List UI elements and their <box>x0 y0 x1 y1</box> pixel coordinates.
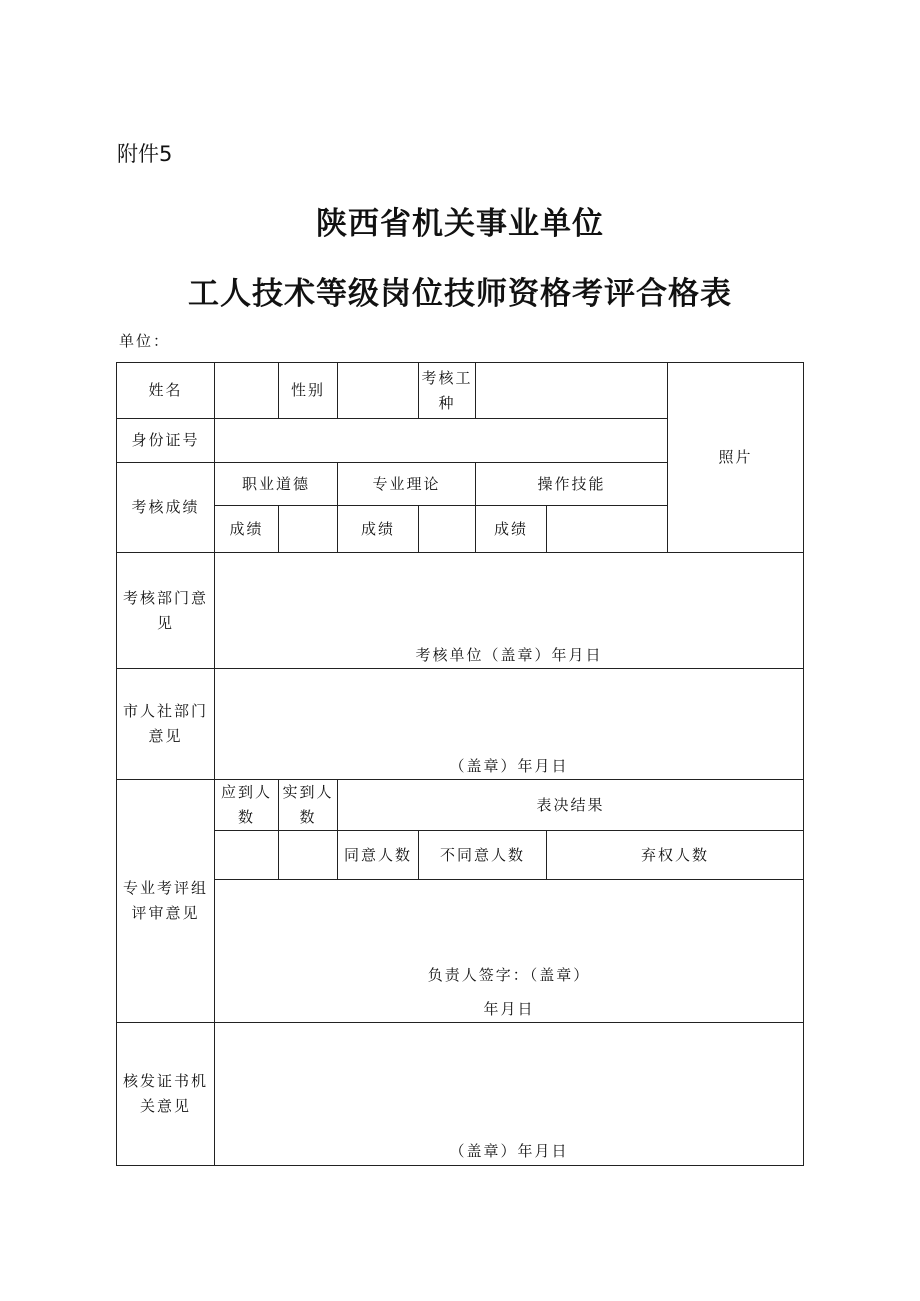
theory-score-label: 成绩 <box>338 506 419 553</box>
dept-opinion-label: 考核部门意见 <box>117 553 215 669</box>
expert-opinion-label: 专业考评组评审意见 <box>117 780 215 1023</box>
disagree-count-label: 不同意人数 <box>419 831 547 880</box>
ethics-label: 职业道德 <box>215 463 338 506</box>
expected-count-cell[interactable] <box>215 831 279 880</box>
score-section-label: 考核成绩 <box>117 463 215 553</box>
exam-type-value-cell[interactable] <box>476 363 668 419</box>
expert-sign-text: 负责人签字：（盖章） <box>427 966 591 984</box>
title-line-2: 工人技术等级岗位技师资格考评合格表 <box>188 276 732 312</box>
gender-value-cell[interactable] <box>338 363 419 419</box>
hr-opinion-label: 市人社部门意见 <box>117 669 215 780</box>
ethics-score-label: 成绩 <box>215 506 279 553</box>
name-value-cell[interactable] <box>215 363 279 419</box>
cert-opinion-cell[interactable] <box>215 1023 804 1166</box>
exam-type-label: 考核工种 <box>419 363 476 419</box>
cert-stamp-text: （盖章）年月日 <box>449 1142 569 1160</box>
skill-score-cell[interactable] <box>547 506 668 553</box>
skill-score-label: 成绩 <box>476 506 547 553</box>
expected-count-label: 应到人数 <box>215 780 279 831</box>
theory-label: 专业理论 <box>338 463 476 506</box>
actual-count-cell[interactable] <box>279 831 338 880</box>
name-label: 姓名 <box>117 363 215 419</box>
gender-label: 性别 <box>279 363 338 419</box>
theory-score-cell[interactable] <box>419 506 476 553</box>
agree-count-label: 同意人数 <box>338 831 419 880</box>
hr-stamp-text: （盖章）年月日 <box>449 757 569 775</box>
expert-date-text: 年月日 <box>483 1000 535 1018</box>
dept-stamp-text: 考核单位（盖章）年月日 <box>415 646 603 664</box>
cert-opinion-label: 核发证书机关意见 <box>117 1023 215 1166</box>
ethics-score-cell[interactable] <box>279 506 338 553</box>
skill-label: 操作技能 <box>476 463 668 506</box>
actual-count-label: 实到人数 <box>279 780 338 831</box>
vote-result-label: 表决结果 <box>338 780 804 831</box>
id-value-cell[interactable] <box>215 419 668 463</box>
abstain-count-label: 弃权人数 <box>547 831 804 880</box>
attachment-label: 附件5 <box>117 142 173 166</box>
unit-label: 单位： <box>119 332 171 350</box>
id-label: 身份证号 <box>117 419 215 463</box>
qualification-form-table <box>116 362 804 1166</box>
expert-opinion-cell[interactable] <box>215 880 804 1023</box>
title-line-1: 陕西省机关事业单位 <box>316 206 604 242</box>
hr-opinion-cell[interactable] <box>215 669 804 780</box>
dept-opinion-cell[interactable] <box>215 553 804 669</box>
photo-cell: 照片 <box>668 363 804 553</box>
